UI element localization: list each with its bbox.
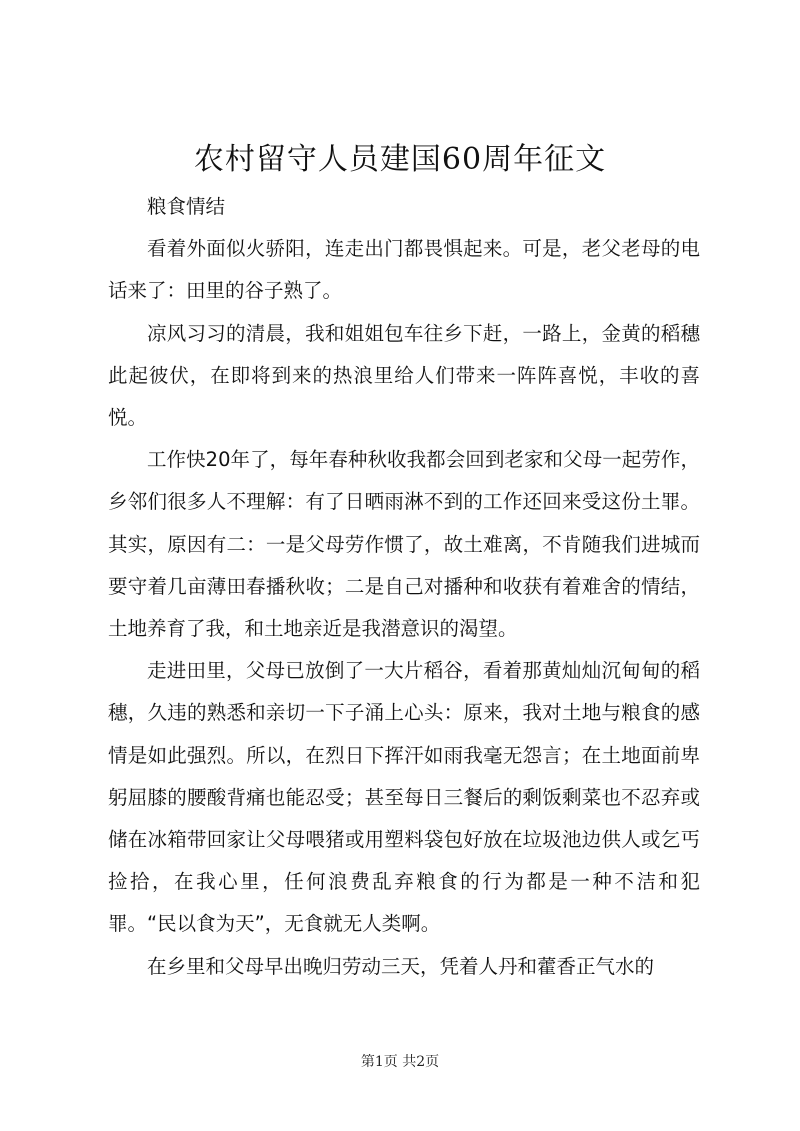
paragraph: 工作快20年了，每年春种秋收我都会回到老家和父母一起劳作，乡邻们很多人不理解：有了日晒雨淋不到的工作还回来受这份土罪。其实，原因有二：一是父母劳作惯了，故土难离，不肯随我们进城而要守着几亩薄田春播秋收；二是自己对播种和收获有着难舍的情结，土地养育了我，和土地亲近是我潜意识的渴望。 — [108, 448, 700, 641]
document-title: 农村留守人员建国60周年征文 — [193, 142, 607, 177]
paragraph: 在乡里和父母早出晚归劳动三天，凭着人丹和藿香正气水的 — [147, 954, 655, 978]
paragraph: 走进田里，父母已放倒了一大片稻谷，看着那黄灿灿沉甸甸的稻穗，久违的熟悉和亲切一下子涌上心头：原来，我对土地与粮食的感情是如此强烈。所以，在烈日下挥汗如雨我毫无怨言；在土地面前卑躬屈膝的腰酸背痛也能忍受；甚至每日三餐后的剩饭剩菜也不忍弃或储在冰箱带回家让父母喂猪或用塑料袋包好放在垃圾池边供人或乞丐捡拾，在我心里，任何浪费乱弃粮食的行为都是一种不洁和犯罪。“民以食为天”，无食就无人类啊。 — [108, 659, 700, 936]
paragraph: 看着外面似火骄阳，连走出门都畏惧起来。可是，老父老母的电话来了：田里的谷子熟了。 — [108, 237, 700, 303]
paragraph: 凉风习习的清晨，我和姐姐包车往乡下赶，一路上，金黄的稻穗此起彼伏，在即将到来的热浪里给人们带来一阵阵喜悦，丰收的喜悦。 — [108, 321, 700, 430]
paragraph-heading: 粮食情结 — [147, 195, 226, 218]
page-footer: 第1页 共2页 — [360, 1054, 440, 1070]
document-body — [108, 186, 700, 988]
